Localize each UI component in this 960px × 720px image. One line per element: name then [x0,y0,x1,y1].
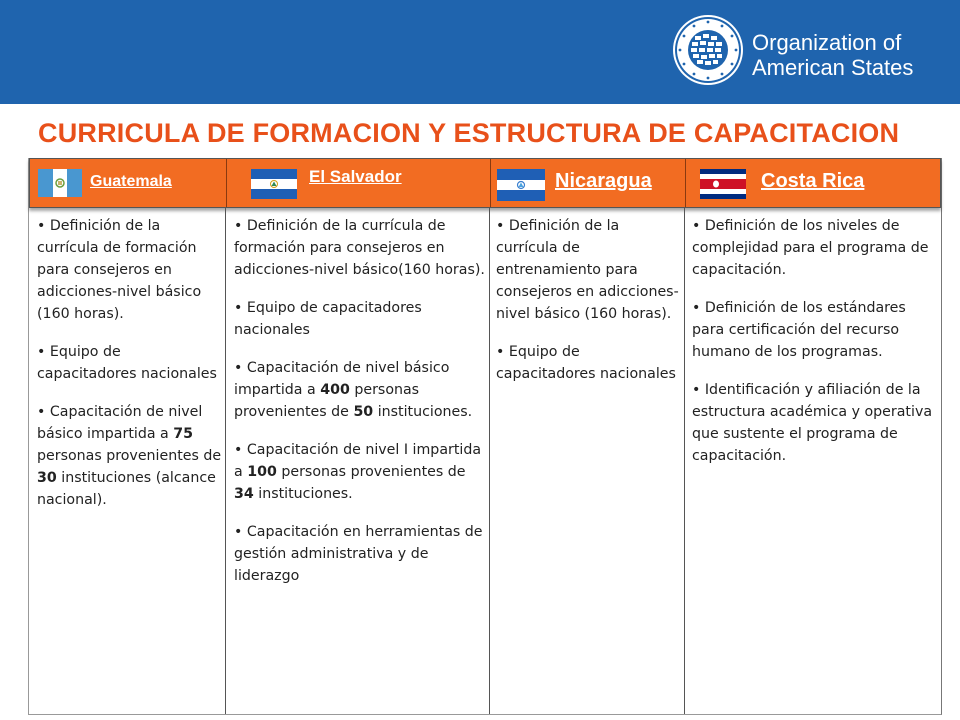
list-item: • Capacitación en herramientas de gestión administrativa y de liderazgo [234,524,483,584]
costa-rica-flag-icon [700,169,746,199]
column-costa-rica [692,208,936,714]
country-label-el-salvador: El Salvador [309,167,402,186]
country-label-costa-rica: Costa Rica [761,170,865,192]
list-item: • Capacitación de nivel básico impartida a 400 personas provenientes de 50 instituciones. [234,360,473,420]
org-name-line-2: American States [752,55,914,80]
table-header-row [29,158,941,208]
country-label-guatemala: Guatemala [90,173,172,190]
organization-name [752,30,913,80]
list-item: • Definición de los niveles de complejidad para el programa de capacitación. [692,218,929,278]
list-item: • Definición de la currícula de formación para consejeros en adicciones-nivel básico (160 horas). [37,218,202,322]
column-guatemala [37,208,223,714]
column-nicaragua [496,208,682,714]
list-item: • Capacitación de nivel I impartida a 100 personas provenientes de 34 instituciones. [234,442,482,502]
list-item: • Definición de la currícula de entrenamiento para consejeros en adicciones-nivel básico (160 horas). [496,218,679,322]
el-salvador-flag-icon [251,169,297,199]
column-el-salvador [234,208,486,714]
oas-seal-icon [672,14,744,86]
list-item: • Definición de los estándares para certificación del recurso humano de los programas. [692,300,906,360]
country-table [28,158,942,715]
header-cell-el-salvador [227,159,490,207]
header-cell-guatemala [30,159,226,207]
slide-title: CURRICULA DE FORMACION Y ESTRUCTURA DE CAPACITACION [38,118,900,148]
header-banner [0,0,960,104]
header-cell-costa-rica [686,159,942,207]
column-divider [489,208,490,714]
list-item: • Equipo de capacitadores nacionales [496,344,676,382]
list-item: • Identificación y afiliación de la estructura académica y operativa que sustente el programa de capacitación. [692,382,933,464]
list-item: • Equipo de capacitadores nacionales [37,344,217,382]
column-divider [225,208,226,714]
list-item: • Equipo de capacitadores nacionales [234,300,422,338]
nicaragua-flag-icon [497,169,545,201]
org-name-line-1: Organization of [752,30,902,55]
list-item: • Definición de la currícula de formación para consejeros en adicciones-nivel básico(160 horas). [234,218,485,278]
header-cell-nicaragua [491,159,685,207]
list-item: • Capacitación de nivel básico impartida a 75 personas provenientes de 30 instituciones (alcance nacional). [37,404,222,508]
column-divider [684,208,685,714]
guatemala-flag-icon [38,169,82,197]
country-label-nicaragua: Nicaragua [555,170,652,192]
